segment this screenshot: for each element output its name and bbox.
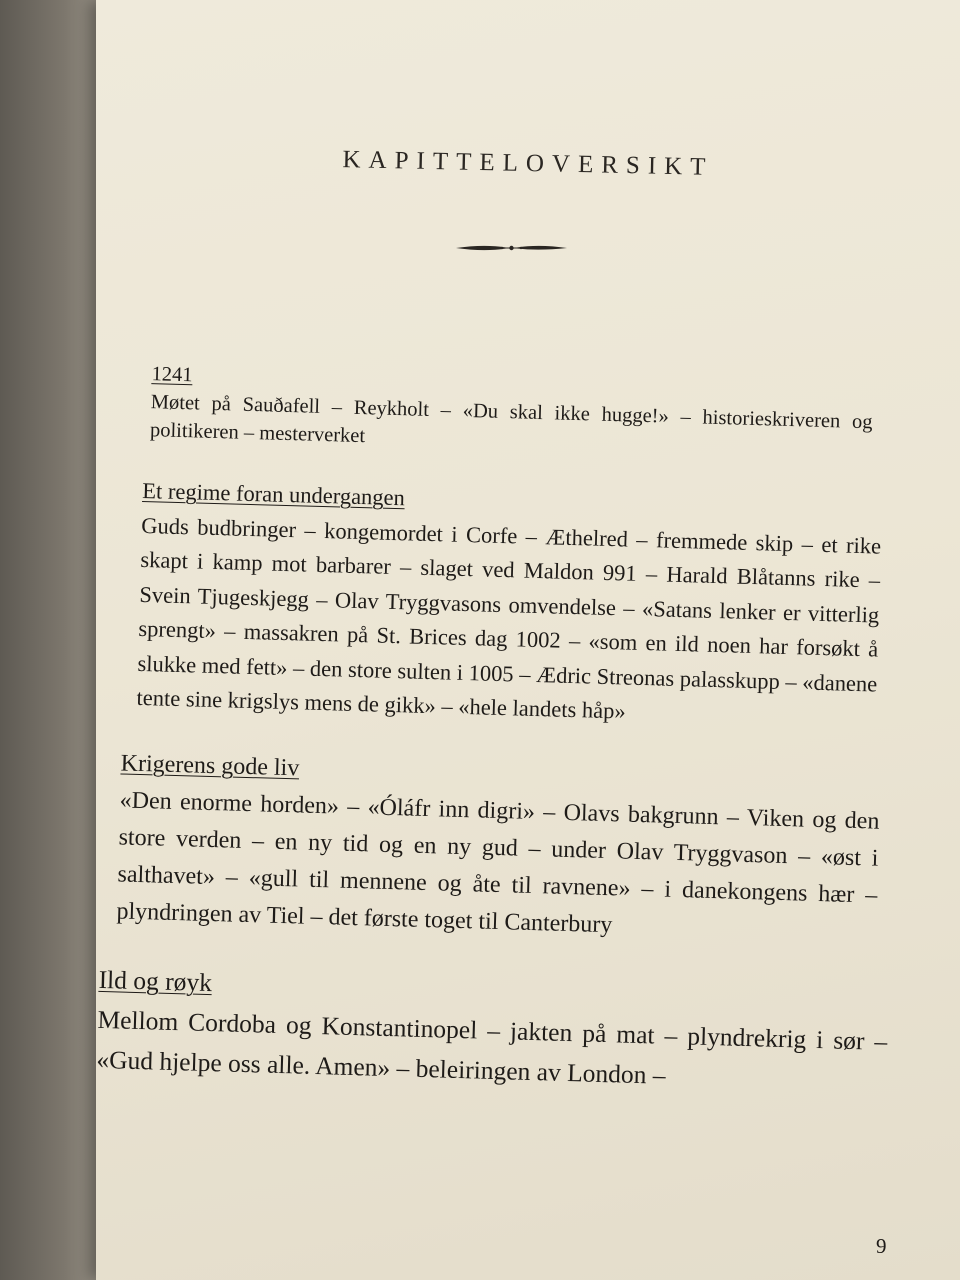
chapter-entry: [150, 360, 886, 464]
chapter-title: 1241: [151, 363, 193, 387]
chapter-summary: Møtet på Sauðafell – Reykholt – «Du skal ikke hugge!» – historieskriveren og politikeren – mesterverket: [149, 391, 873, 448]
book-page: [96, 0, 960, 1280]
chapter-title: Krigerens gode liv: [120, 749, 300, 781]
chapter-title: Ild og røyk: [98, 964, 213, 997]
chapter-entry: [96, 959, 889, 1101]
chapter-entry: [116, 745, 881, 951]
ornament-divider: [454, 238, 569, 258]
page-heading: KAPITTELOVERSIKT: [342, 146, 714, 181]
page-number: 9: [876, 1234, 887, 1258]
chapter-summary: Guds budbringer – kongemordet i Corfe – Æthelred – fremmede skip – et rike skapt i kamp mot barbarer – slaget ved Maldon 991 – Harald Blåtanns rike – Svein Tjugeskjegg – Olav Tryggvasons omvendelse – «Satans lenker er vitterlig sprengt» – massakren på St. Brices dag 1002 – «som en ild noen har forsøkt å slukke med fett» – den store sulten i 1005 – Ædric Streonas palasskupp – «danene tente sine krigslys mens de gikk» – «hele landets håp»: [136, 512, 882, 724]
chapter-overview-list: [96, 360, 888, 1131]
chapter-summary: Mellom Cordoba og Konstantinopel – jakten på mat – plyndrekrig i sør – «Gud hjelpe oss alle. Amen» – beleiringen av London –: [96, 1004, 888, 1090]
chapter-title: Et regime foran undergangen: [142, 477, 406, 511]
chapter-entry: [136, 474, 882, 736]
chapter-summary: «Den enorme horden» – «Óláfr inn digri» – Olavs bakgrunn – Viken og den store verden – en ny tid og en ny gud – under Olav Tryggvason – «øst i salthavet» – «gull til mennene og åte til ravnene» – i danekongens hær – plyndringen av Tiel – det første toget til Canterbury: [116, 786, 880, 938]
